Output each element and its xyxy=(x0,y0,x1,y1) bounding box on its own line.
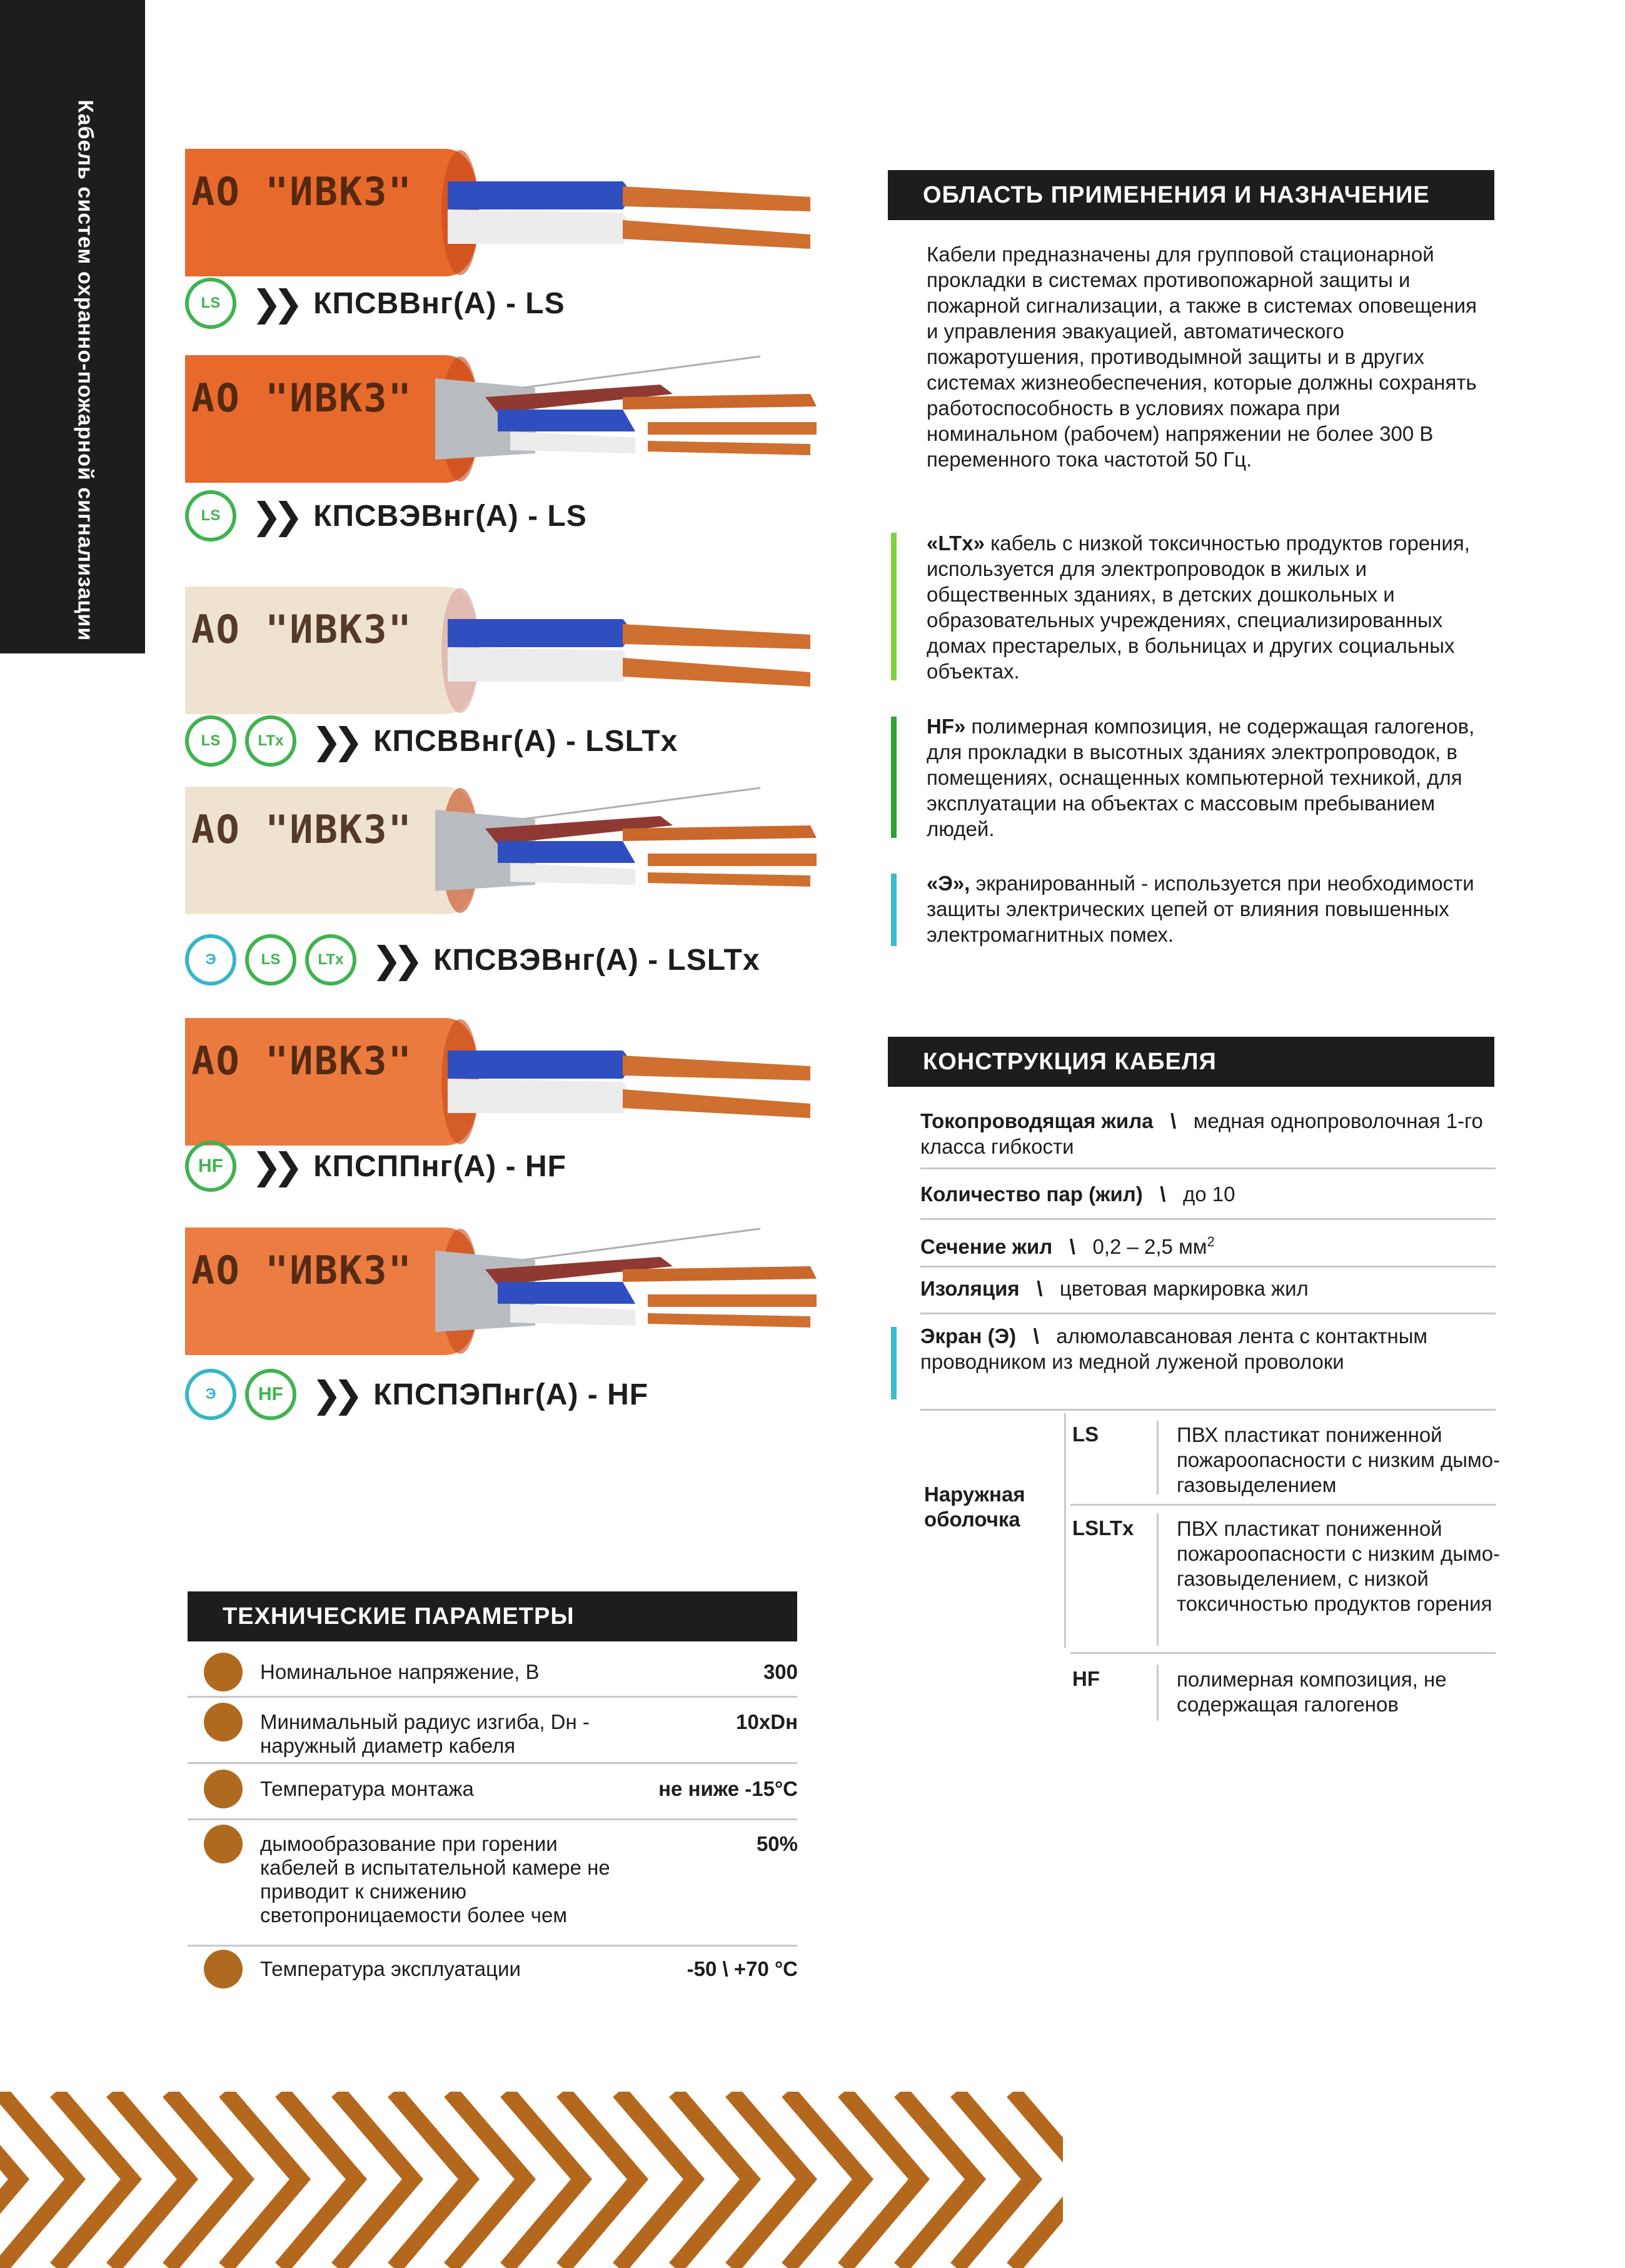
outer-code-ls: LS xyxy=(1072,1423,1099,1446)
param-label: дымообразование при горении кабелей в испытательной камере не приводит к снижению светопроницаемости более чем xyxy=(260,1832,610,1927)
tech-header: ТЕХНИЧЕСКИЕ ПАРАМЕТРЫ xyxy=(188,1591,797,1641)
cable-name: КПСППнг(А) - HF xyxy=(313,1149,566,1183)
cable-name: КПСВЭВнг(А) - LS xyxy=(313,499,587,533)
divider xyxy=(920,1218,1496,1220)
construction-row-screen: Экран (Э) \ алюмолавсановая лента с контактным проводником из медной луженой проволоки xyxy=(920,1324,1428,1373)
param-icon xyxy=(204,1770,243,1808)
screen-icon: Э xyxy=(185,1369,236,1420)
cable-label-row xyxy=(185,1138,566,1194)
outer-text-ls: ПВХ пластикат пониженной пожароопасности с низким дымо-газовыделением xyxy=(1177,1423,1501,1496)
screen-marker xyxy=(891,1327,897,1399)
ltx-marker xyxy=(891,533,897,680)
cable-label-row xyxy=(185,932,760,988)
low-toxicity-icon: LTx xyxy=(245,715,296,767)
divider xyxy=(1064,1413,1066,1648)
cable-image xyxy=(185,1222,848,1360)
param-value: не ниже -15°С xyxy=(658,1777,798,1800)
cable-name: КПСВЭВнг(А) - LSLTx xyxy=(433,943,760,977)
cable-name: КПСВВнг(А) - LS xyxy=(313,286,565,320)
cable-image xyxy=(185,1013,848,1151)
param-value: -50 \ +70 °С xyxy=(687,1957,798,1980)
screen-icon: Э xyxy=(185,934,236,985)
low-toxicity-icon: LTx xyxy=(305,934,356,985)
chevron-icon: ❯❯ xyxy=(371,940,415,980)
ltx-paragraph: «LTx» кабель с низкой токсичностью продуктов горения, используется для электропроводок в жилых и общественных зданиях, в детских дошкольных и образовательных учреждениях, специализированных домах престарелых, в больницах и других социальных объектах. xyxy=(927,532,1470,683)
hf-paragraph: HF» полимерная композиция, не содержащая галогенов, для прокладки в высотных зданиях электропроводок, в помещениях, оснащенных компьютерной техникой, для эксплуатации на объектах с массовым пребыванием людей. xyxy=(927,715,1475,840)
construction-row-insulation: Изоляция \ цветовая маркировка жил xyxy=(920,1277,1309,1300)
cable-brand: АО "ИВКЗ" xyxy=(191,375,413,421)
cable-brand: АО "ИВКЗ" xyxy=(191,1247,413,1293)
construction-header: КОНСТРУКЦИЯ КАБЕЛЯ xyxy=(888,1037,1494,1087)
param-value: 10xDн xyxy=(736,1710,798,1733)
divider xyxy=(188,1818,797,1820)
divider xyxy=(188,1945,797,1947)
cable-label-row xyxy=(185,713,678,769)
e-marker xyxy=(891,874,897,946)
outer-text-lsltx: ПВХ пластикат пониженной пожароопасности с низким дымо-газовыделением, с низкой токсичностью продуктов горения xyxy=(1177,1517,1501,1615)
cable-name: КПСВВнг(А) - LSLTx xyxy=(373,724,678,758)
cable-brand: АО "ИВКЗ" xyxy=(191,607,413,652)
param-icon xyxy=(204,1653,243,1691)
param-icon xyxy=(204,1825,243,1863)
param-label: Температура монтажа xyxy=(260,1777,474,1800)
chevron-icon: ❯❯ xyxy=(251,1146,295,1187)
divider xyxy=(1157,1421,1159,1494)
divider xyxy=(1070,1652,1496,1654)
decorative-pattern xyxy=(0,2092,1063,2268)
cable-label-row xyxy=(185,275,565,331)
cable-brand: АО "ИВКЗ" xyxy=(191,807,413,852)
param-label: Минимальный радиус изгиба, Dн - наружный диаметр кабеля xyxy=(260,1710,590,1757)
param-value: 50% xyxy=(756,1832,798,1855)
hf-marker xyxy=(891,717,897,838)
divider xyxy=(920,1313,1496,1314)
construction-row-count: Количество пар (жил) \ до 10 xyxy=(920,1182,1235,1206)
cable-brand: АО "ИВКЗ" xyxy=(191,1038,413,1084)
chevron-icon: ❯❯ xyxy=(311,721,355,762)
low-smoke-icon: LS xyxy=(185,490,236,542)
divider xyxy=(1070,1504,1496,1506)
hf-icon: HF xyxy=(185,1141,236,1192)
sidebar xyxy=(0,0,145,653)
cable-image xyxy=(185,782,848,919)
chevron-icon: ❯❯ xyxy=(311,1374,355,1415)
application-header: ОБЛАСТЬ ПРИМЕНЕНИЯ И НАЗНАЧЕНИЕ xyxy=(888,170,1494,220)
cable-brand: АО "ИВКЗ" xyxy=(191,169,413,214)
cable-image xyxy=(185,144,848,281)
divider xyxy=(920,1266,1496,1268)
low-smoke-icon: LS xyxy=(185,278,236,329)
divider xyxy=(1157,1513,1159,1646)
outer-code-lsltx: LSLTx xyxy=(1072,1516,1134,1540)
cable-name: КПСПЭПнг(А) - HF xyxy=(373,1378,649,1411)
low-smoke-icon: LS xyxy=(245,934,296,985)
e-paragraph: «Э», экранированный - используется при необходимости защиты электрических цепей от влияния повышенных электромагнитных помех. xyxy=(927,872,1474,946)
cable-image xyxy=(185,350,848,488)
param-label: Температура эксплуатации xyxy=(260,1957,521,1980)
chevron-icon: ❯❯ xyxy=(251,496,295,537)
sidebar-title: Кабель систем охранно-пожарной сигнализации xyxy=(73,99,98,642)
outer-sheath-label: Наружная оболочка xyxy=(924,1483,1025,1531)
cable-image xyxy=(185,582,848,719)
cable-label-row xyxy=(185,1366,648,1423)
construction-row-conductor: Токопроводящая жила \ медная однопроволочная 1-го класса гибкости xyxy=(920,1109,1483,1158)
divider xyxy=(920,1409,1496,1411)
divider xyxy=(1157,1665,1159,1721)
param-icon xyxy=(204,1703,243,1741)
construction-row-section: Сечение жил \ 0,2 – 2,5 $мм^2$ xyxy=(920,1234,1215,1258)
cable-label-row xyxy=(185,488,587,544)
outer-code-hf: HF xyxy=(1072,1667,1100,1690)
hf-icon: HF xyxy=(245,1369,296,1420)
divider xyxy=(188,1696,797,1698)
outer-text-hf: полимерная композиция, не содержащая галогенов xyxy=(1177,1668,1447,1716)
param-label: Номинальное напряжение, В xyxy=(260,1660,540,1683)
param-value: 300 xyxy=(763,1660,798,1683)
divider xyxy=(188,1762,797,1764)
param-icon xyxy=(204,1950,243,1988)
low-smoke-icon: LS xyxy=(185,715,236,767)
divider xyxy=(920,1167,1496,1169)
application-intro: Кабели предназначены для групповой стационарной прокладки в системах противопожарной защиты и пожарной сигнализации, а также в системах оповещения и управления эвакуацией, автоматического пожаротушения, противодымной защиты и в других системах жизнеобеспечения, которые должны сохранять работоспособность в условиях пожара при номинальном (рабочем) напряжении не более 300 В переменного тока частотой 50 Гц. xyxy=(927,243,1477,471)
chevron-icon: ❯❯ xyxy=(251,283,295,324)
